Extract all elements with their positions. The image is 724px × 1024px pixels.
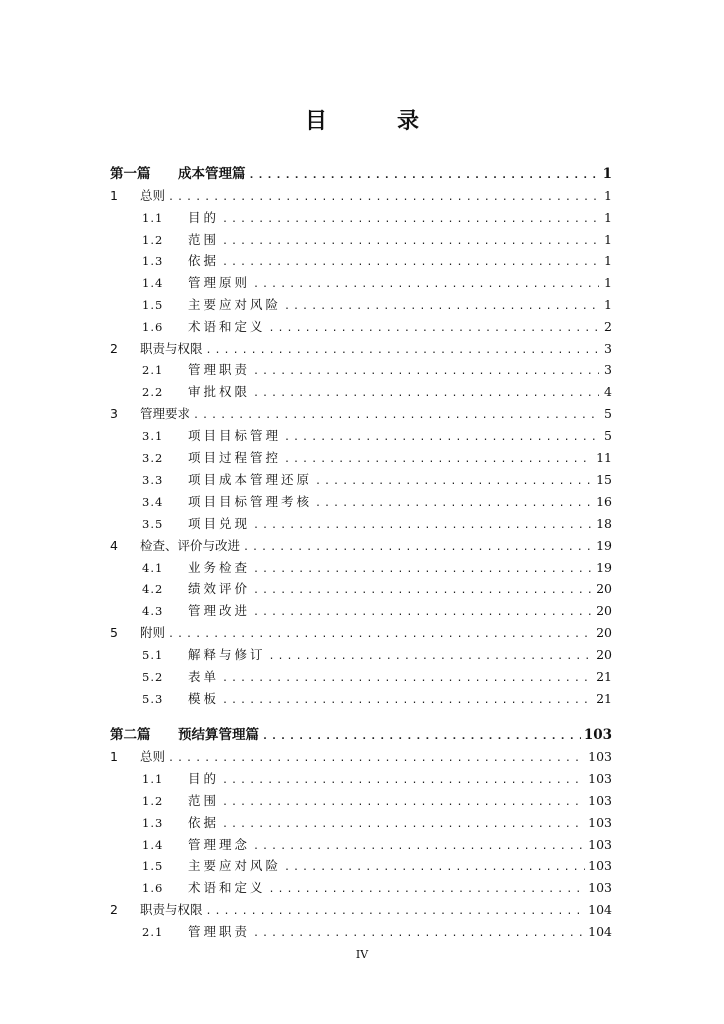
- toc-title: 目 录: [304, 109, 443, 134]
- toc-entry-label: 表单: [188, 669, 220, 684]
- toc-section-entry[interactable]: [142, 770, 612, 788]
- toc-entry-page: 103: [588, 858, 612, 873]
- toc-entry-number: 4: [110, 538, 118, 553]
- toc-entry-page: 3: [604, 362, 612, 377]
- toc-entry-page: 18: [596, 516, 612, 531]
- toc-entry-number: 4.3: [142, 604, 164, 618]
- toc-entry-number: 3: [110, 406, 118, 421]
- toc-section-entry[interactable]: [142, 515, 612, 533]
- toc-entry-page: 103: [588, 749, 612, 764]
- toc-leader-dots: [222, 692, 593, 710]
- toc-entry-number: 1.1: [142, 772, 164, 786]
- toc-section-entry[interactable]: [142, 559, 612, 577]
- toc-entry-page: 1: [604, 275, 612, 290]
- toc-chapter-entry[interactable]: [110, 340, 612, 358]
- toc-leader-dots: [193, 407, 599, 425]
- toc-entry-page: 103: [588, 837, 612, 852]
- toc-entry-number: 1.3: [142, 254, 164, 268]
- toc-entry-label: 目的: [188, 771, 220, 786]
- toc-section-entry[interactable]: [142, 449, 612, 467]
- toc-section-entry[interactable]: [142, 814, 612, 832]
- toc-entry-label: 范围: [188, 793, 220, 808]
- toc-entry-page: 1: [604, 188, 612, 203]
- toc-leader-dots: [284, 298, 599, 316]
- toc-entry-page: 103: [588, 771, 612, 786]
- toc-leader-dots: [284, 429, 599, 447]
- toc-entry-label: 附则: [140, 625, 166, 640]
- toc-entry-number: 1.5: [142, 298, 164, 312]
- toc-entry-page: 1: [604, 297, 612, 312]
- toc-entry-page: 21: [596, 669, 612, 684]
- toc-entry-number: 1.1: [142, 211, 164, 225]
- toc-entry-number: 5.3: [142, 692, 164, 706]
- toc-leader-dots: [222, 772, 585, 790]
- toc-entry-number: 1.2: [142, 233, 164, 247]
- toc-entry-page: 20: [596, 647, 612, 662]
- toc-entry-number: 2: [110, 341, 118, 356]
- toc-entry-page: 104: [588, 924, 612, 939]
- page-number: IV: [355, 948, 369, 961]
- toc-chapter-entry[interactable]: [110, 624, 612, 642]
- toc-entry-label: 预结算管理篇: [178, 727, 259, 743]
- toc-entry-number: 5.2: [142, 670, 164, 684]
- toc-entry-page: 103: [583, 727, 612, 743]
- toc-leader-dots: [253, 363, 599, 381]
- toc-chapter-entry[interactable]: [110, 748, 612, 766]
- toc-entry-label: 模板: [188, 691, 220, 706]
- toc-entry-page: 2: [604, 319, 612, 334]
- toc-entry-page: 1: [604, 210, 612, 225]
- toc-entry-page: 11: [596, 450, 612, 465]
- toc-entry-label: 目的: [188, 210, 220, 225]
- toc-section-entry[interactable]: [142, 836, 612, 854]
- toc-entry-page: 103: [588, 880, 612, 895]
- toc-entry-page: 1: [604, 232, 612, 247]
- toc-leader-dots: [206, 903, 586, 921]
- toc-leader-dots: [315, 473, 593, 491]
- toc-entry-number: 1: [110, 188, 118, 203]
- toc-leader-dots: [253, 925, 585, 943]
- toc-entry-label: 检查、评价与改进: [140, 538, 241, 553]
- toc-entry-label: 成本管理篇: [178, 166, 246, 182]
- toc-part-entry[interactable]: [110, 726, 612, 744]
- toc-leader-dots: [253, 604, 593, 622]
- toc-entry-label: 项目目标管理: [188, 428, 282, 443]
- toc-section-entry[interactable]: [142, 879, 612, 897]
- toc-chapter-entry[interactable]: [110, 901, 612, 919]
- toc-entry-label: 管理改进: [188, 603, 251, 618]
- toc-entry-number: 5: [110, 625, 118, 640]
- toc-entry-page: 5: [604, 428, 612, 443]
- toc-entry-label: 主要应对风险: [188, 858, 282, 873]
- toc-entry-number: 第一篇: [110, 166, 151, 182]
- toc-leader-dots: [222, 233, 599, 251]
- toc-leader-dots: [269, 320, 599, 338]
- toc-section-entry[interactable]: [142, 646, 612, 664]
- toc-chapter-entry[interactable]: [110, 405, 612, 423]
- toc-entry-number: 3.1: [142, 429, 164, 443]
- toc-entry-label: 管理理念: [188, 837, 251, 852]
- toc-entry-label: 依据: [188, 815, 220, 830]
- toc-section-entry[interactable]: [142, 923, 612, 941]
- toc-entry-number: 1.6: [142, 320, 164, 334]
- toc-entry-label: 项目成本管理还原: [188, 472, 313, 487]
- toc-entry-label: 项目目标管理考核: [188, 494, 313, 509]
- toc-section-entry[interactable]: [142, 668, 612, 686]
- toc-section-entry[interactable]: [142, 252, 612, 270]
- toc-entry-number: 3.2: [142, 451, 164, 465]
- toc-leader-dots: [269, 648, 594, 666]
- toc-entry-page: 5: [604, 406, 612, 421]
- toc-section-entry[interactable]: [142, 361, 612, 379]
- toc-entry-label: 项目过程管控: [188, 450, 282, 465]
- toc-entry-page: 19: [596, 538, 612, 553]
- toc-leader-dots: [222, 254, 599, 272]
- toc-entry-page: 4: [604, 384, 612, 399]
- toc-entry-page: 20: [596, 581, 612, 596]
- toc-entry-number: 2.1: [142, 363, 164, 377]
- toc-entry-label: 术语和定义: [188, 319, 266, 334]
- toc-section-entry[interactable]: [142, 792, 612, 810]
- toc-leader-dots: [168, 626, 593, 644]
- toc-leader-dots: [284, 859, 585, 877]
- toc-section-entry[interactable]: [142, 231, 612, 249]
- toc-section-entry[interactable]: [142, 318, 612, 336]
- toc-entry-label: 管理要求: [140, 406, 191, 421]
- toc-chapter-entry[interactable]: [110, 187, 612, 205]
- toc-entry-number: 4.1: [142, 561, 164, 575]
- toc-entry-page: 103: [588, 793, 612, 808]
- toc-entry-label: 管理职责: [188, 362, 251, 377]
- toc-entry-number: 4.2: [142, 582, 164, 596]
- toc-entry-label: 依据: [188, 253, 220, 268]
- toc-entry-label: 主要应对风险: [188, 297, 282, 312]
- toc-entry-label: 总则: [140, 188, 166, 203]
- toc-leader-dots: [243, 539, 593, 557]
- toc-section-entry[interactable]: [142, 209, 612, 227]
- toc-entry-label: 职责与权限: [140, 341, 203, 356]
- toc-entry-number: 2.2: [142, 385, 164, 399]
- toc-entry-page: 19: [596, 560, 612, 575]
- toc-entry-page: 16: [596, 494, 612, 509]
- toc-section-entry[interactable]: [142, 493, 612, 511]
- toc-entry-page: 103: [588, 815, 612, 830]
- toc-leader-dots: [253, 276, 599, 294]
- toc-leader-dots: [222, 816, 585, 834]
- toc-leader-dots: [222, 670, 593, 688]
- toc-leader-dots: [222, 794, 585, 812]
- toc-leader-dots: [262, 728, 581, 746]
- toc-leader-dots: [222, 211, 599, 229]
- toc-entry-number: 5.1: [142, 648, 164, 662]
- toc-leader-dots: [284, 451, 593, 469]
- toc-entry-page: 1: [602, 166, 612, 182]
- toc-leader-dots: [168, 750, 585, 768]
- toc-entry-label: 业务检查: [188, 560, 251, 575]
- toc-entry-number: 1.4: [142, 276, 164, 290]
- toc-entry-number: 3.4: [142, 495, 164, 509]
- toc-entry-label: 绩效评价: [188, 581, 251, 596]
- toc-entry-page: 104: [588, 902, 612, 917]
- toc-entry-page: 3: [604, 341, 612, 356]
- toc-entry-label: 职责与权限: [140, 902, 203, 917]
- toc-entry-page: 1: [604, 253, 612, 268]
- toc-leader-dots: [253, 517, 593, 535]
- toc-section-entry[interactable]: [142, 857, 612, 875]
- toc-section-entry[interactable]: [142, 690, 612, 708]
- toc-entry-label: 解释与修订: [188, 647, 266, 662]
- toc-entry-page: 21: [596, 691, 612, 706]
- toc-leader-dots: [206, 342, 599, 360]
- toc-entry-number: 3.3: [142, 473, 164, 487]
- toc-entry-number: 第二篇: [110, 727, 151, 743]
- toc-entry-page: 15: [596, 472, 612, 487]
- toc-entry-label: 管理原则: [188, 275, 251, 290]
- toc-leader-dots: [168, 189, 599, 207]
- toc-entry-number: 1.5: [142, 859, 164, 873]
- toc-entry-label: 审批权限: [188, 384, 251, 399]
- toc-leader-dots: [249, 167, 600, 185]
- toc-section-entry[interactable]: [142, 274, 612, 292]
- toc-chapter-entry[interactable]: [110, 537, 612, 555]
- toc-entry-number: 2: [110, 902, 118, 917]
- toc-section-entry[interactable]: [142, 580, 612, 598]
- toc-leader-dots: [253, 582, 593, 600]
- toc-leader-dots: [253, 385, 599, 403]
- toc-section-entry[interactable]: [142, 383, 612, 401]
- toc-entry-number: 1.6: [142, 881, 164, 895]
- toc-entry-label: 管理职责: [188, 924, 251, 939]
- toc-entry-page: 20: [596, 625, 612, 640]
- toc-entry-page: 20: [596, 603, 612, 618]
- toc-entry-number: 1.2: [142, 794, 164, 808]
- toc-entry-label: 总则: [140, 749, 166, 764]
- toc-section-entry[interactable]: [142, 602, 612, 620]
- toc-entry-label: 项目兑现: [188, 516, 251, 531]
- toc-leader-dots: [253, 838, 585, 856]
- toc-entry-number: 1.3: [142, 816, 164, 830]
- toc-leader-dots: [269, 881, 586, 899]
- toc-leader-dots: [315, 495, 593, 513]
- toc-entry-number: 2.1: [142, 925, 164, 939]
- toc-part-entry[interactable]: [110, 165, 612, 183]
- toc-entry-label: 术语和定义: [188, 880, 266, 895]
- toc-section-entry[interactable]: [142, 471, 612, 489]
- toc-entry-number: 1.4: [142, 838, 164, 852]
- toc-entry-number: 3.5: [142, 517, 164, 531]
- toc-entry-label: 范围: [188, 232, 220, 247]
- toc-entry-number: 1: [110, 749, 118, 764]
- toc-section-entry[interactable]: [142, 296, 612, 314]
- toc-leader-dots: [253, 561, 593, 579]
- toc-section-entry[interactable]: [142, 427, 612, 445]
